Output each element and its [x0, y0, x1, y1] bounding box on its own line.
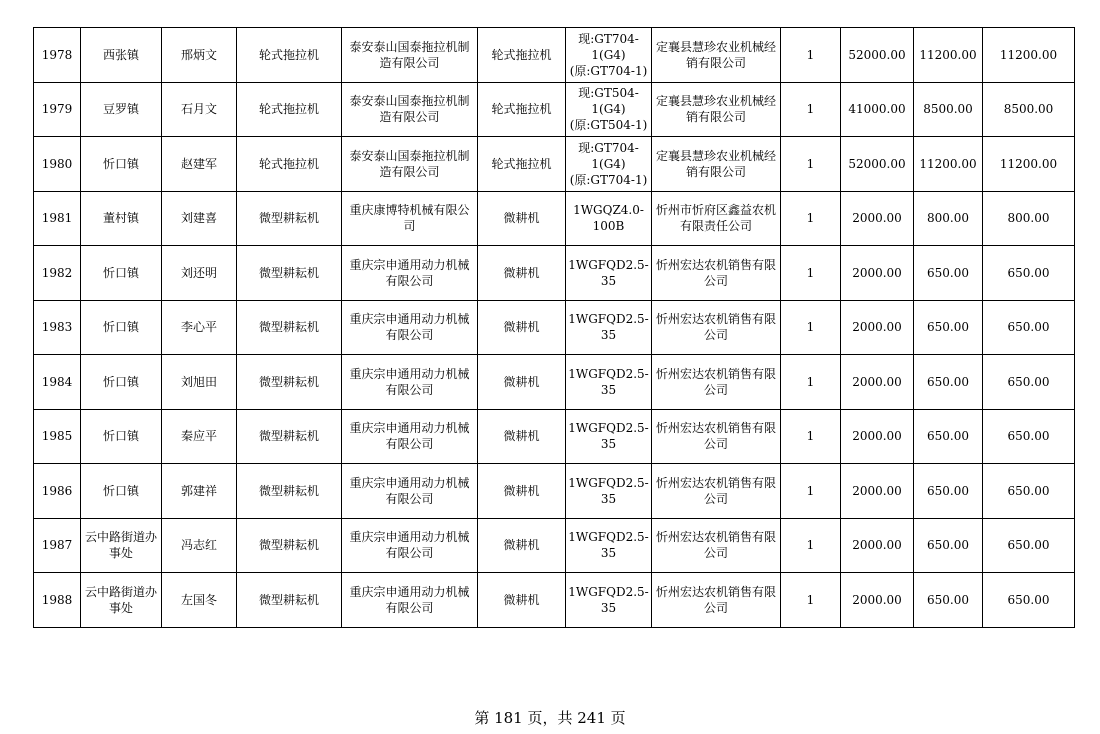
- buyer-name-cell: 郭建祥: [162, 464, 237, 519]
- machine-category-cell: 轮式拖拉机: [237, 137, 342, 192]
- model-cell: 现:GT704-1(G4)(原:GT704-1): [566, 28, 652, 83]
- dealer-cell: 忻州市忻府区鑫益农机有限责任公司: [652, 191, 781, 246]
- model-cell: 1WGFQD2.5-35: [566, 464, 652, 519]
- dealer-cell: 忻州宏达农机销售有限公司: [652, 573, 781, 628]
- model-cell: 1WGFQD2.5-35: [566, 518, 652, 573]
- price-cell: 2000.00: [841, 573, 914, 628]
- manufacturer-cell: 重庆宗申通用动力机械有限公司: [342, 518, 478, 573]
- buyer-name-cell: 李心平: [162, 300, 237, 355]
- machine-type-cell: 微耕机: [478, 518, 566, 573]
- dealer-cell: 定襄县慧珍农业机械经销有限公司: [652, 137, 781, 192]
- total-subsidy-cell: 11200.00: [983, 28, 1075, 83]
- machine-category-cell: 微型耕耘机: [237, 246, 342, 301]
- dealer-cell: 忻州宏达农机销售有限公司: [652, 246, 781, 301]
- town-cell: 忻口镇: [81, 464, 162, 519]
- quantity-cell: 1: [781, 28, 841, 83]
- manufacturer-cell: 泰安泰山国泰拖拉机制造有限公司: [342, 137, 478, 192]
- machine-category-cell: 微型耕耘机: [237, 464, 342, 519]
- buyer-name-cell: 刘建喜: [162, 191, 237, 246]
- table-row: [34, 82, 1075, 137]
- manufacturer-cell: 重庆宗申通用动力机械有限公司: [342, 300, 478, 355]
- quantity-cell: 1: [781, 246, 841, 301]
- subsidy-cell: 11200.00: [914, 28, 983, 83]
- buyer-name-cell: 秦应平: [162, 409, 237, 464]
- town-cell: 忻口镇: [81, 300, 162, 355]
- subsidy-cell: 650.00: [914, 300, 983, 355]
- town-cell: 云中路街道办事处: [81, 573, 162, 628]
- table-body: [34, 28, 1075, 628]
- machine-type-cell: 微耕机: [478, 409, 566, 464]
- total-subsidy-cell: 650.00: [983, 573, 1075, 628]
- machine-category-cell: 微型耕耘机: [237, 573, 342, 628]
- subsidy-cell: 650.00: [914, 246, 983, 301]
- town-cell: 董村镇: [81, 191, 162, 246]
- row-number-cell: 1984: [34, 355, 81, 410]
- town-cell: 忻口镇: [81, 409, 162, 464]
- price-cell: 2000.00: [841, 191, 914, 246]
- price-cell: 52000.00: [841, 137, 914, 192]
- row-number-cell: 1982: [34, 246, 81, 301]
- quantity-cell: 1: [781, 518, 841, 573]
- quantity-cell: 1: [781, 82, 841, 137]
- price-cell: 2000.00: [841, 246, 914, 301]
- machine-type-cell: 微耕机: [478, 573, 566, 628]
- machine-type-cell: 微耕机: [478, 191, 566, 246]
- machine-category-cell: 轮式拖拉机: [237, 28, 342, 83]
- subsidy-cell: 11200.00: [914, 137, 983, 192]
- dealer-cell: 忻州宏达农机销售有限公司: [652, 300, 781, 355]
- machine-type-cell: 微耕机: [478, 300, 566, 355]
- manufacturer-cell: 泰安泰山国泰拖拉机制造有限公司: [342, 28, 478, 83]
- machine-category-cell: 微型耕耘机: [237, 300, 342, 355]
- total-subsidy-cell: 650.00: [983, 464, 1075, 519]
- quantity-cell: 1: [781, 464, 841, 519]
- dealer-cell: 忻州宏达农机销售有限公司: [652, 409, 781, 464]
- machine-category-cell: 微型耕耘机: [237, 191, 342, 246]
- dealer-cell: 忻州宏达农机销售有限公司: [652, 464, 781, 519]
- total-subsidy-cell: 650.00: [983, 300, 1075, 355]
- subsidy-cell: 650.00: [914, 355, 983, 410]
- model-cell: 现:GT504-1(G4)(原:GT504-1): [566, 82, 652, 137]
- table-row: [34, 137, 1075, 192]
- model-cell: 1WGFQD2.5-35: [566, 409, 652, 464]
- machine-type-cell: 轮式拖拉机: [478, 82, 566, 137]
- subsidy-cell: 650.00: [914, 464, 983, 519]
- machine-type-cell: 微耕机: [478, 246, 566, 301]
- machine-category-cell: 轮式拖拉机: [237, 82, 342, 137]
- row-number-cell: 1987: [34, 518, 81, 573]
- machine-type-cell: 微耕机: [478, 355, 566, 410]
- model-cell: 1WGFQD2.5-35: [566, 573, 652, 628]
- manufacturer-cell: 重庆宗申通用动力机械有限公司: [342, 464, 478, 519]
- row-number-cell: 1988: [34, 573, 81, 628]
- price-cell: 41000.00: [841, 82, 914, 137]
- subsidy-cell: 650.00: [914, 409, 983, 464]
- buyer-name-cell: 冯志红: [162, 518, 237, 573]
- table-row: [34, 355, 1075, 410]
- table-row: [34, 191, 1075, 246]
- price-cell: 2000.00: [841, 518, 914, 573]
- table-row: [34, 464, 1075, 519]
- model-cell: 1WGFQD2.5-35: [566, 246, 652, 301]
- table-row: [34, 573, 1075, 628]
- quantity-cell: 1: [781, 573, 841, 628]
- total-subsidy-cell: 8500.00: [983, 82, 1075, 137]
- dealer-cell: 忻州宏达农机销售有限公司: [652, 355, 781, 410]
- buyer-name-cell: 刘还明: [162, 246, 237, 301]
- row-number-cell: 1985: [34, 409, 81, 464]
- town-cell: 忻口镇: [81, 137, 162, 192]
- buyer-name-cell: 赵建军: [162, 137, 237, 192]
- dealer-cell: 定襄县慧珍农业机械经销有限公司: [652, 82, 781, 137]
- machine-type-cell: 轮式拖拉机: [478, 137, 566, 192]
- total-subsidy-cell: 11200.00: [983, 137, 1075, 192]
- quantity-cell: 1: [781, 409, 841, 464]
- dealer-cell: 忻州宏达农机销售有限公司: [652, 518, 781, 573]
- buyer-name-cell: 刘旭田: [162, 355, 237, 410]
- machine-type-cell: 轮式拖拉机: [478, 28, 566, 83]
- price-cell: 2000.00: [841, 409, 914, 464]
- table-row: [34, 246, 1075, 301]
- subsidy-cell: 650.00: [914, 518, 983, 573]
- table-row: [34, 518, 1075, 573]
- subsidy-cell: 650.00: [914, 573, 983, 628]
- manufacturer-cell: 重庆康博特机械有限公司: [342, 191, 478, 246]
- machine-type-cell: 微耕机: [478, 464, 566, 519]
- row-number-cell: 1978: [34, 28, 81, 83]
- town-cell: 云中路街道办事处: [81, 518, 162, 573]
- subsidy-table: [33, 27, 1075, 628]
- total-subsidy-cell: 800.00: [983, 191, 1075, 246]
- price-cell: 2000.00: [841, 464, 914, 519]
- row-number-cell: 1981: [34, 191, 81, 246]
- price-cell: 2000.00: [841, 300, 914, 355]
- model-cell: 现:GT704-1(G4)(原:GT704-1): [566, 137, 652, 192]
- town-cell: 豆罗镇: [81, 82, 162, 137]
- manufacturer-cell: 重庆宗申通用动力机械有限公司: [342, 246, 478, 301]
- buyer-name-cell: 石月文: [162, 82, 237, 137]
- row-number-cell: 1986: [34, 464, 81, 519]
- table-row: [34, 28, 1075, 83]
- quantity-cell: 1: [781, 137, 841, 192]
- manufacturer-cell: 泰安泰山国泰拖拉机制造有限公司: [342, 82, 478, 137]
- page-footer: 第 181 页，共 241 页: [474, 709, 626, 727]
- total-subsidy-cell: 650.00: [983, 409, 1075, 464]
- machine-category-cell: 微型耕耘机: [237, 518, 342, 573]
- town-cell: 忻口镇: [81, 355, 162, 410]
- quantity-cell: 1: [781, 355, 841, 410]
- machine-category-cell: 微型耕耘机: [237, 409, 342, 464]
- price-cell: 2000.00: [841, 355, 914, 410]
- table-row: [34, 409, 1075, 464]
- row-number-cell: 1980: [34, 137, 81, 192]
- table-row: [34, 300, 1075, 355]
- total-subsidy-cell: 650.00: [983, 246, 1075, 301]
- manufacturer-cell: 重庆宗申通用动力机械有限公司: [342, 573, 478, 628]
- machine-category-cell: 微型耕耘机: [237, 355, 342, 410]
- town-cell: 西张镇: [81, 28, 162, 83]
- subsidy-cell: 8500.00: [914, 82, 983, 137]
- quantity-cell: 1: [781, 300, 841, 355]
- town-cell: 忻口镇: [81, 246, 162, 301]
- total-subsidy-cell: 650.00: [983, 518, 1075, 573]
- row-number-cell: 1983: [34, 300, 81, 355]
- model-cell: 1WGFQD2.5-35: [566, 300, 652, 355]
- dealer-cell: 定襄县慧珍农业机械经销有限公司: [652, 28, 781, 83]
- model-cell: 1WGFQD2.5-35: [566, 355, 652, 410]
- subsidy-cell: 800.00: [914, 191, 983, 246]
- price-cell: 52000.00: [841, 28, 914, 83]
- buyer-name-cell: 左国冬: [162, 573, 237, 628]
- quantity-cell: 1: [781, 191, 841, 246]
- manufacturer-cell: 重庆宗申通用动力机械有限公司: [342, 409, 478, 464]
- row-number-cell: 1979: [34, 82, 81, 137]
- model-cell: 1WGQZ4.0-100B: [566, 191, 652, 246]
- total-subsidy-cell: 650.00: [983, 355, 1075, 410]
- buyer-name-cell: 邢炳文: [162, 28, 237, 83]
- manufacturer-cell: 重庆宗申通用动力机械有限公司: [342, 355, 478, 410]
